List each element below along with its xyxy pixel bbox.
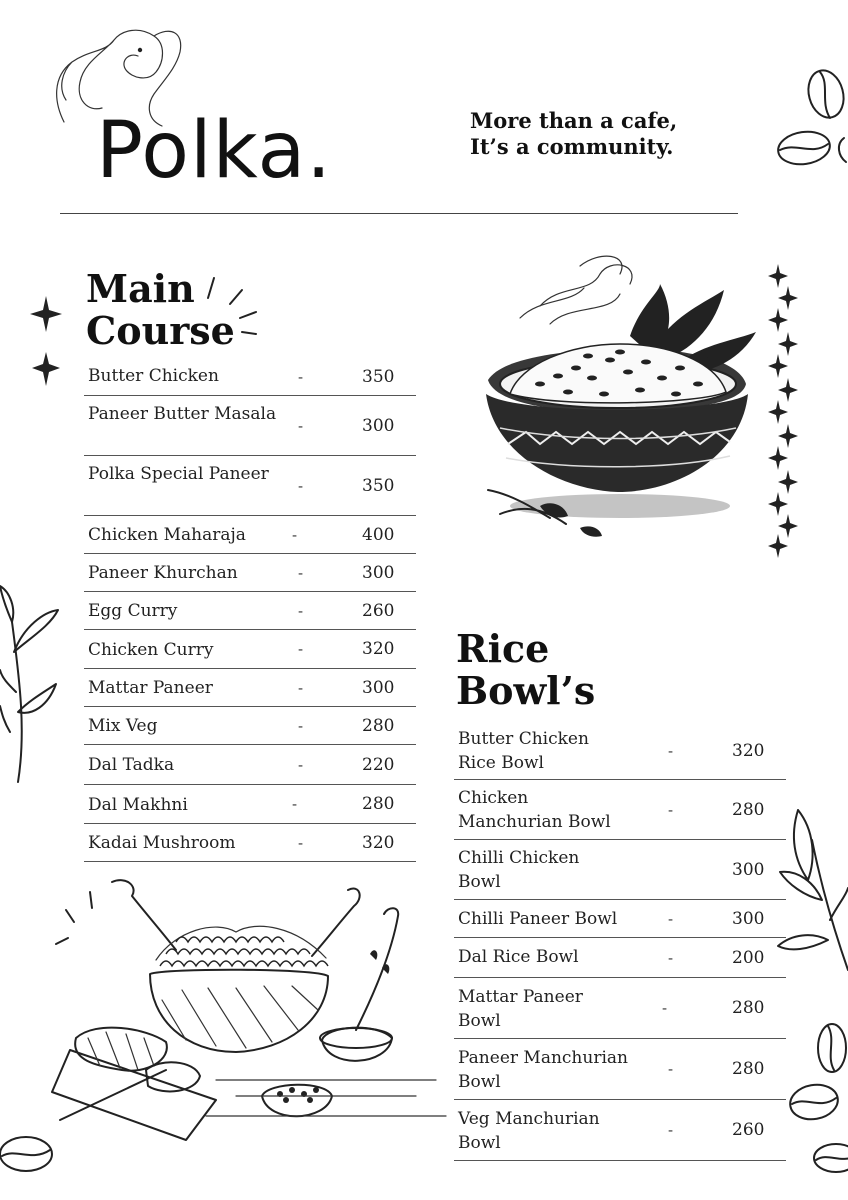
main-course-title-line-2: Course <box>86 308 235 353</box>
menu-row[interactable] <box>84 745 416 785</box>
rice-bowls-title <box>456 628 595 712</box>
item-price: 280 <box>732 998 765 1018</box>
item-name: Paneer Butter Masala <box>88 404 277 424</box>
menu-row[interactable] <box>454 1100 786 1161</box>
leaf-sprig-icon <box>0 582 70 792</box>
item-separator: - <box>298 416 304 435</box>
item-separator: - <box>668 741 674 760</box>
item-separator: - <box>668 1060 674 1078</box>
menu-row[interactable] <box>84 592 416 630</box>
item-name: Paneer Khurchan <box>88 563 238 583</box>
item-name: Chicken Curry <box>88 640 214 660</box>
rice-bowls-title-line-1: Rice <box>456 626 550 671</box>
item-price: 260 <box>732 1120 765 1140</box>
item-price: 320 <box>362 832 395 853</box>
item-separator: - <box>668 948 674 967</box>
sparkle-column-icon <box>764 264 804 560</box>
item-name: Chilli Chicken Bowl <box>458 848 580 892</box>
main-course-title-line-1: Main <box>86 266 195 311</box>
item-price: 280 <box>362 715 395 736</box>
item-price: 220 <box>362 754 395 775</box>
menu-row[interactable] <box>84 516 416 554</box>
item-name: Chicken Manchurian Bowl <box>458 788 611 832</box>
item-price: 280 <box>732 1059 765 1079</box>
item-separator: - <box>668 800 674 819</box>
menu-row[interactable] <box>454 840 786 900</box>
item-separator: - <box>298 833 304 852</box>
menu-row[interactable] <box>454 780 786 840</box>
item-name: Butter Chicken <box>88 366 219 386</box>
item-price: 200 <box>732 947 765 968</box>
coffee-bean-icon <box>788 1018 848 1178</box>
item-price: 400 <box>362 524 395 545</box>
item-price: 320 <box>732 740 765 761</box>
menu-row[interactable] <box>84 396 416 456</box>
menu-row[interactable] <box>84 630 416 669</box>
item-price: 300 <box>362 415 395 436</box>
item-separator: - <box>298 367 304 386</box>
main-course-menu <box>84 358 416 862</box>
menu-row[interactable] <box>454 722 786 780</box>
item-price: 280 <box>732 799 765 820</box>
menu-row[interactable] <box>84 358 416 396</box>
menu-row[interactable] <box>84 824 416 862</box>
item-price: 350 <box>362 475 395 496</box>
item-name: Dal Makhni <box>88 795 188 815</box>
menu-row[interactable] <box>84 669 416 707</box>
item-price: 300 <box>362 677 395 698</box>
menu-row[interactable] <box>84 707 416 745</box>
menu-row[interactable] <box>454 938 786 978</box>
item-name: Mattar Paneer <box>88 678 213 698</box>
item-name: Paneer Manchurian Bowl <box>458 1048 628 1092</box>
item-price: 300 <box>732 908 765 929</box>
item-name: Chicken Maharaja <box>88 525 246 545</box>
item-separator: - <box>292 795 298 813</box>
item-name: Dal Rice Bowl <box>458 947 579 967</box>
item-separator: - <box>298 601 304 620</box>
menu-row[interactable] <box>454 1039 786 1100</box>
salad-bowl-illustration <box>36 870 456 1170</box>
rice-bowl-illustration <box>480 244 770 544</box>
header-divider <box>60 213 738 214</box>
emphasis-strokes-icon <box>200 276 262 340</box>
item-separator: - <box>298 563 304 582</box>
brand-tagline <box>470 108 677 160</box>
item-price: 320 <box>362 639 395 659</box>
sparkle-icon <box>30 296 62 390</box>
item-separator: - <box>298 755 304 774</box>
item-separator: - <box>298 678 304 697</box>
item-separator: - <box>662 999 668 1017</box>
item-price: 350 <box>362 366 395 387</box>
coffee-bean-icon <box>776 64 848 174</box>
item-name: Veg Manchurian Bowl <box>458 1109 600 1153</box>
item-name: Butter Chicken Rice Bowl <box>458 729 589 773</box>
item-price: 300 <box>362 562 395 583</box>
item-price: 260 <box>362 600 395 621</box>
item-separator: - <box>668 909 674 928</box>
item-name: Chilli Paneer Bowl <box>458 909 618 929</box>
tagline-line-2: It’s a community. <box>470 134 674 159</box>
item-name: Mattar Paneer Bowl <box>458 987 583 1031</box>
tagline-line-1: More than a cafe, <box>470 108 678 133</box>
menu-row[interactable] <box>84 456 416 516</box>
item-price: 280 <box>362 794 395 814</box>
item-separator: - <box>298 716 304 735</box>
item-name: Kadai Mushroom <box>88 833 236 853</box>
item-separator: - <box>298 476 304 495</box>
item-name: Egg Curry <box>88 601 178 621</box>
item-separator: - <box>668 1121 674 1139</box>
menu-row[interactable] <box>84 554 416 592</box>
item-price: 300 <box>732 859 765 880</box>
menu-row[interactable] <box>454 900 786 938</box>
item-name: Dal Tadka <box>88 755 175 775</box>
leaf-sprig-icon <box>778 800 848 980</box>
item-separator: - <box>292 525 298 544</box>
menu-row[interactable] <box>454 978 786 1039</box>
rice-bowls-title-line-2: Bowl’s <box>456 668 596 713</box>
item-name: Polka Special Paneer <box>88 464 269 484</box>
item-name: Mix Veg <box>88 716 158 736</box>
rice-bowls-menu <box>454 722 786 1161</box>
item-separator: - <box>298 640 304 658</box>
brand-logo: Polka. <box>96 106 333 196</box>
menu-row[interactable] <box>84 785 416 824</box>
